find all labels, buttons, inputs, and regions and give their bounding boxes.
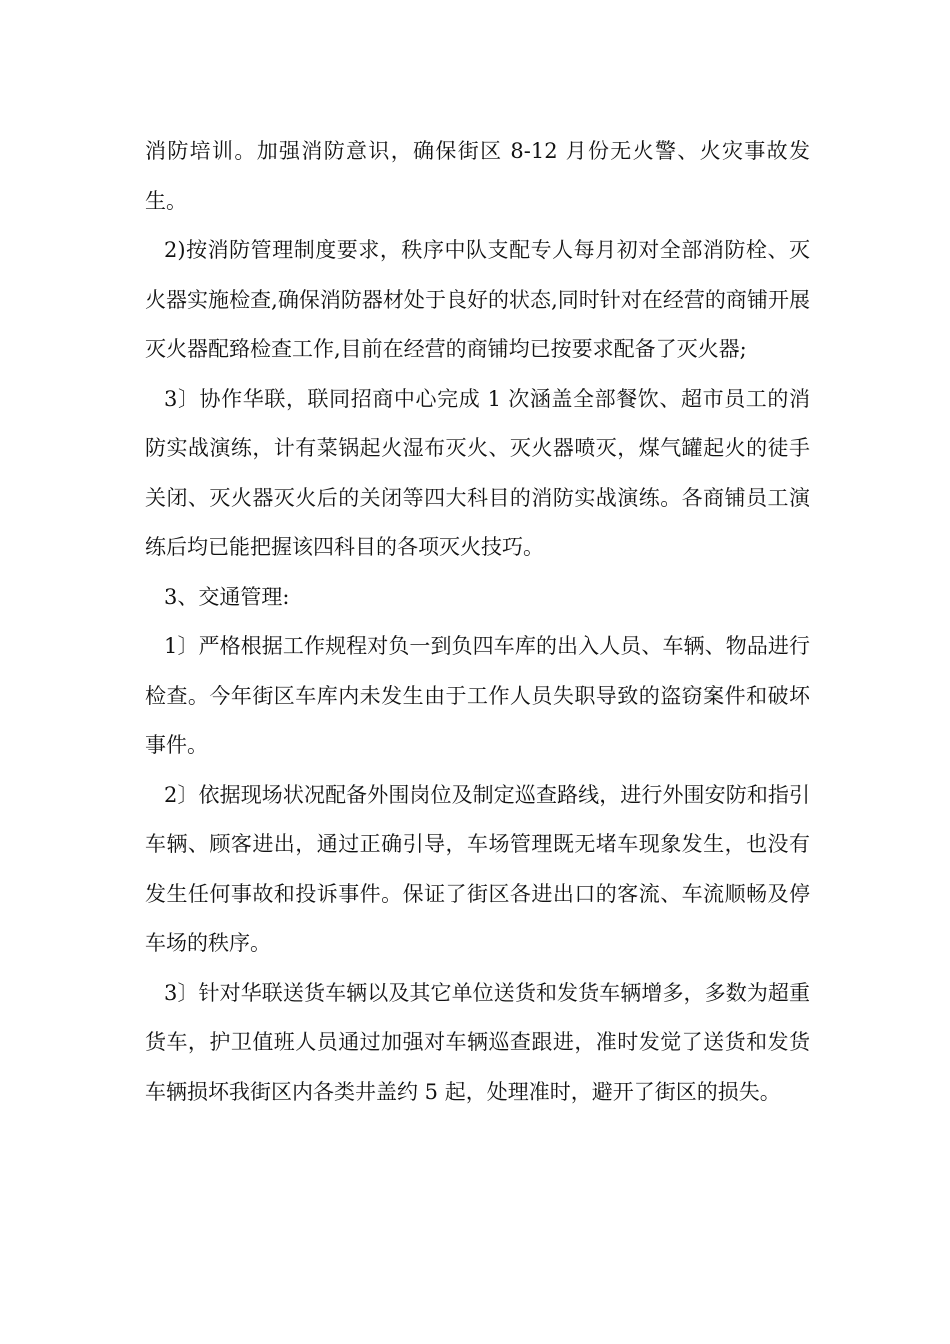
paragraph-perimeter-patrol: 2〕依据现场状况配备外围岗位及制定巡查路线，进行外围安防和指引车辆、顾客进出，通过正确引导，车场管理既无堵车现象发生，也没有发生任何事故和投诉事件。保证了街区各进出口的客流、车流顺畅及停车场的秩序。: [145, 782, 810, 955]
paragraph-fire-equipment-inspection: 2)按消防管理制度要求，秩序中队支配专人每月初对全部消防栓、灭火器实施检查,确保消防器材处于良好的状态,同时针对在经营的商铺开展灭火器配臵检查工作,目前在经营的商铺均已按要求配备了灭火器;: [145, 238, 810, 361]
document-body: [145, 127, 810, 1117]
paragraph-delivery-vehicles: 3〕针对华联送货车辆以及其它单位送货和发货车辆增多，多数为超重货车，护卫值班人员通过加强对车辆巡查跟进，准时发觉了送货和发货车辆损坏我街区内各类井盖约 5 起，处理准时，避开了街区的损失。: [145, 980, 810, 1104]
paragraph-fire-training-continued: 消防培训。加强消防意识，确保街区 8-12 月份无火警、火灾事故发生。: [145, 139, 810, 213]
paragraph-garage-inspection: 1〕严格根据工作规程对负一到负四车库的出入人员、车辆、物品进行检查。今年街区车库内未发生由于工作人员失职导致的盗窃案件和破坏事件。: [145, 634, 810, 757]
paragraph-fire-drill: 3〕协作华联，联同招商中心完成 1 次涵盖全部餐饮、超市员工的消防实战演练，计有菜锅起火湿布灭火、灭火器喷灭，煤气罐起火的徒手关闭、灭火器灭火后的关闭等四大科目的消防实战演练。各商铺员工演练后均已能把握该四科目的各项灭火技巧。: [145, 386, 810, 559]
section-heading-traffic-management: 3、交通管理:: [164, 584, 290, 609]
